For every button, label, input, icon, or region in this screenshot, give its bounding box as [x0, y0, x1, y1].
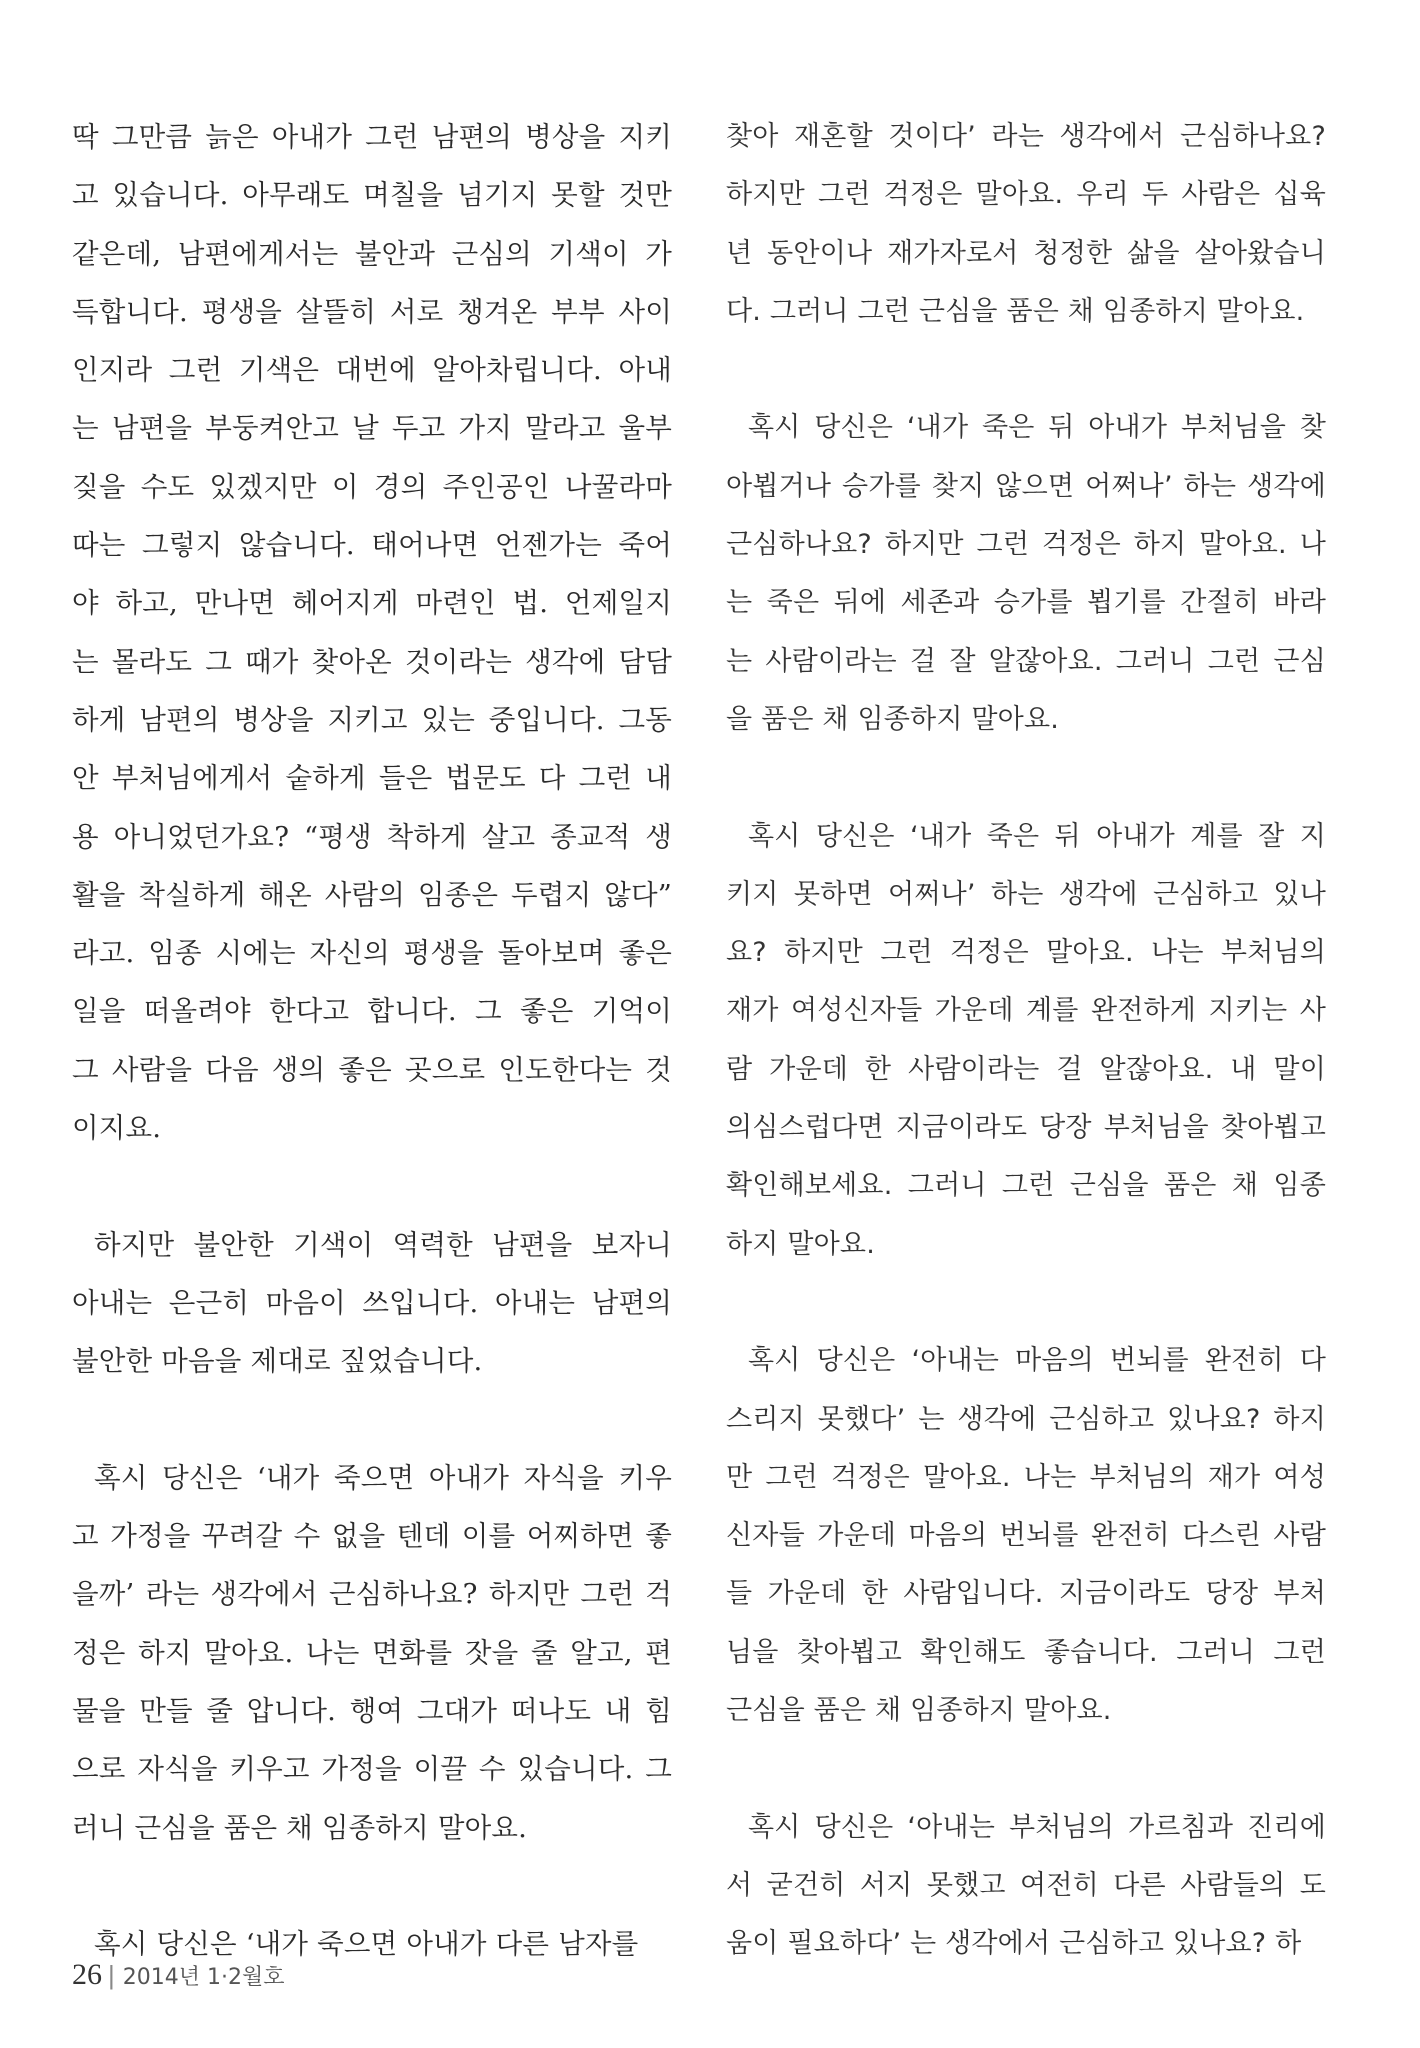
text-line: 일을 떠올려야 한다고 합니다. 그 좋은 기억이	[72, 995, 672, 1028]
text-line: 근심하나요? 하지만 그런 걱정은 하지 말아요. 나	[726, 529, 1326, 561]
paragraph-gap	[72, 1157, 672, 1215]
footer-separator: |	[108, 1960, 115, 1990]
text-line: 고 가정을 꾸려갈 수 없을 텐데 이를 어찌하면 좋	[72, 1520, 672, 1553]
paragraph-gap	[726, 1274, 1326, 1332]
text-line: 라고. 임종 시에는 자신의 평생을 돌아보며 좋은	[72, 937, 672, 970]
text-line: 정은 하지 말아요. 나는 면화를 잣을 줄 알고, 편	[72, 1636, 672, 1669]
text-line: 는 사람이라는 걸 잘 알잖아요. 그러니 그런 근심	[726, 645, 1326, 677]
text-line: 혹시 당신은 ‘아내는 부처님의 가르침과 진리에	[748, 1811, 1326, 1843]
text-line: 년 동안이나 재가자로서 청정한 삶을 살아왔습니	[726, 237, 1326, 269]
page-footer	[72, 1955, 285, 1995]
paragraph-gap	[726, 749, 1326, 807]
left-text-column	[72, 108, 672, 1974]
text-line: 을 품은 채 임종하지 말아요.	[726, 703, 1060, 735]
text-line: 움이 필요하다’ 는 생각에서 근심하고 있나요? 하	[726, 1928, 1302, 1960]
text-line: 인지라 그런 기색은 대번에 알아차립니다. 아내	[72, 354, 672, 387]
text-line: 하게 남편의 병상을 지키고 있는 중입니다. 그동	[72, 703, 672, 736]
text-line: 하지만 그런 걱정은 말아요. 우리 두 사람은 십육	[726, 179, 1326, 211]
text-line: 스리지 못했다’ 는 생각에 근심하고 있나요? 하지	[726, 1403, 1326, 1435]
text-line: 득합니다. 평생을 살뜰히 서로 챙겨온 부부 사이	[72, 295, 672, 328]
paragraph-gap	[726, 1740, 1326, 1798]
text-line: 하지 말아요.	[726, 1228, 875, 1260]
paragraph	[726, 1799, 1326, 1974]
text-line: 혹시 당신은 ‘내가 죽으면 아내가 자식을 키우	[94, 1461, 672, 1494]
text-line: 짖을 수도 있겠지만 이 경의 주인공인 나꿀라마	[72, 470, 672, 503]
paragraph	[72, 108, 672, 1157]
text-line: 안 부처님에게서 숱하게 들은 법문도 다 그런 내	[72, 762, 672, 795]
text-line: 혹시 당신은 ‘아내는 마음의 번뇌를 완전히 다	[748, 1345, 1326, 1377]
page-number: 26	[72, 1958, 102, 1991]
text-line: 활을 착실하게 해온 사람의 임종은 두렵지 않다”	[72, 878, 672, 911]
text-line: 같은데, 남편에게서는 불안과 근심의 기색이 가	[72, 237, 672, 270]
text-line: 들 가운데 한 사람입니다. 지금이라도 당장 부처	[726, 1578, 1326, 1610]
paragraph-gap	[72, 1857, 672, 1915]
text-line: 키지 못하면 어쩌나’ 하는 생각에 근심하고 있나	[726, 878, 1326, 910]
paragraph	[72, 1216, 672, 1391]
paragraph	[726, 108, 1326, 341]
text-line: 는 몰라도 그 때가 찾아온 것이라는 생각에 담담	[72, 645, 672, 678]
text-line: 불안한 마음을 제대로 짚었습니다.	[72, 1345, 483, 1378]
text-line: 재가 여성신자들 가운데 계를 완전하게 지키는 사	[726, 995, 1326, 1027]
text-line: 고 있습니다. 아무래도 며칠을 넘기지 못할 것만	[72, 179, 672, 212]
text-line: 는 죽은 뒤에 세존과 승가를 뵙기를 간절히 바라	[726, 587, 1326, 619]
text-line: 으로 자식을 키우고 가정을 이끌 수 있습니다. 그	[72, 1753, 672, 1786]
text-line: 만 그런 걱정은 말아요. 나는 부처님의 재가 여성	[726, 1461, 1326, 1493]
text-line: 러니 근심을 품은 채 임종하지 말아요.	[72, 1811, 528, 1844]
paragraph	[726, 399, 1326, 749]
text-line: 하지만 불안한 기색이 역력한 남편을 보자니	[94, 1228, 672, 1261]
text-line: 는 남편을 부둥켜안고 날 두고 가지 말라고 울부	[72, 412, 672, 445]
text-line: 야 하고, 만나면 헤어지게 마련인 법. 언제일지	[72, 587, 672, 620]
text-line: 님을 찾아뵙고 확인해도 좋습니다. 그러니 그런	[726, 1636, 1326, 1668]
paragraph-gap	[72, 1391, 672, 1449]
paragraph	[726, 1332, 1326, 1740]
paragraph-gap	[726, 341, 1326, 399]
text-line: 람 가운데 한 사람이라는 걸 알잖아요. 내 말이	[726, 1053, 1326, 1085]
text-line: 의심스럽다면 지금이라도 당장 부처님을 찾아뵙고	[726, 1112, 1326, 1144]
paragraph	[72, 1449, 672, 1857]
right-text-column	[726, 108, 1326, 1974]
text-line: 아뵙거나 승가를 찾지 않으면 어쩌나’ 하는 생각에	[726, 470, 1326, 502]
text-line: 혹시 당신은 ‘내가 죽은 뒤 아내가 부처님을 찾	[748, 412, 1326, 444]
paragraph	[726, 808, 1326, 1274]
text-line: 물을 만들 줄 압니다. 행여 그대가 떠나도 내 힘	[72, 1695, 672, 1728]
text-line: 신자들 가운데 마음의 번뇌를 완전히 다스린 사람	[726, 1520, 1326, 1552]
text-line: 용 아니었던가요? “평생 착하게 살고 종교적 생	[72, 820, 672, 853]
text-line: 딱 그만큼 늙은 아내가 그런 남편의 병상을 지키	[72, 121, 672, 153]
text-line: 다. 그러니 그런 근심을 품은 채 임종하지 말아요.	[726, 295, 1305, 327]
text-line: 따는 그렇지 않습니다. 태어나면 언젠가는 죽어	[72, 529, 672, 562]
issue-label: 2014년 1·2월호	[122, 1965, 285, 1990]
text-line: 아내는 은근히 마음이 쓰입니다. 아내는 남편의	[72, 1286, 672, 1319]
text-line: 이지요.	[72, 1112, 162, 1145]
text-line: 을까’ 라는 생각에서 근심하나요? 하지만 그런 걱	[72, 1578, 672, 1611]
text-line: 확인해보세요. 그러니 그런 근심을 품은 채 임종	[726, 1170, 1326, 1202]
text-line: 찾아 재혼할 것이다’ 라는 생각에서 근심하나요?	[726, 121, 1326, 152]
text-line: 요? 하지만 그런 걱정은 말아요. 나는 부처님의	[726, 937, 1326, 969]
text-line: 서 굳건히 서지 못했고 여전히 다른 사람들의 도	[726, 1869, 1326, 1901]
text-line: 그 사람을 다음 생의 좋은 곳으로 인도한다는 것	[72, 1053, 672, 1086]
text-line: 혹시 당신은 ‘내가 죽은 뒤 아내가 계를 잘 지	[748, 820, 1326, 852]
text-line: 혹시 당신은 ‘내가 죽으면 아내가 다른 남자를	[94, 1928, 639, 1961]
text-line: 근심을 품은 채 임종하지 말아요.	[726, 1695, 1112, 1727]
